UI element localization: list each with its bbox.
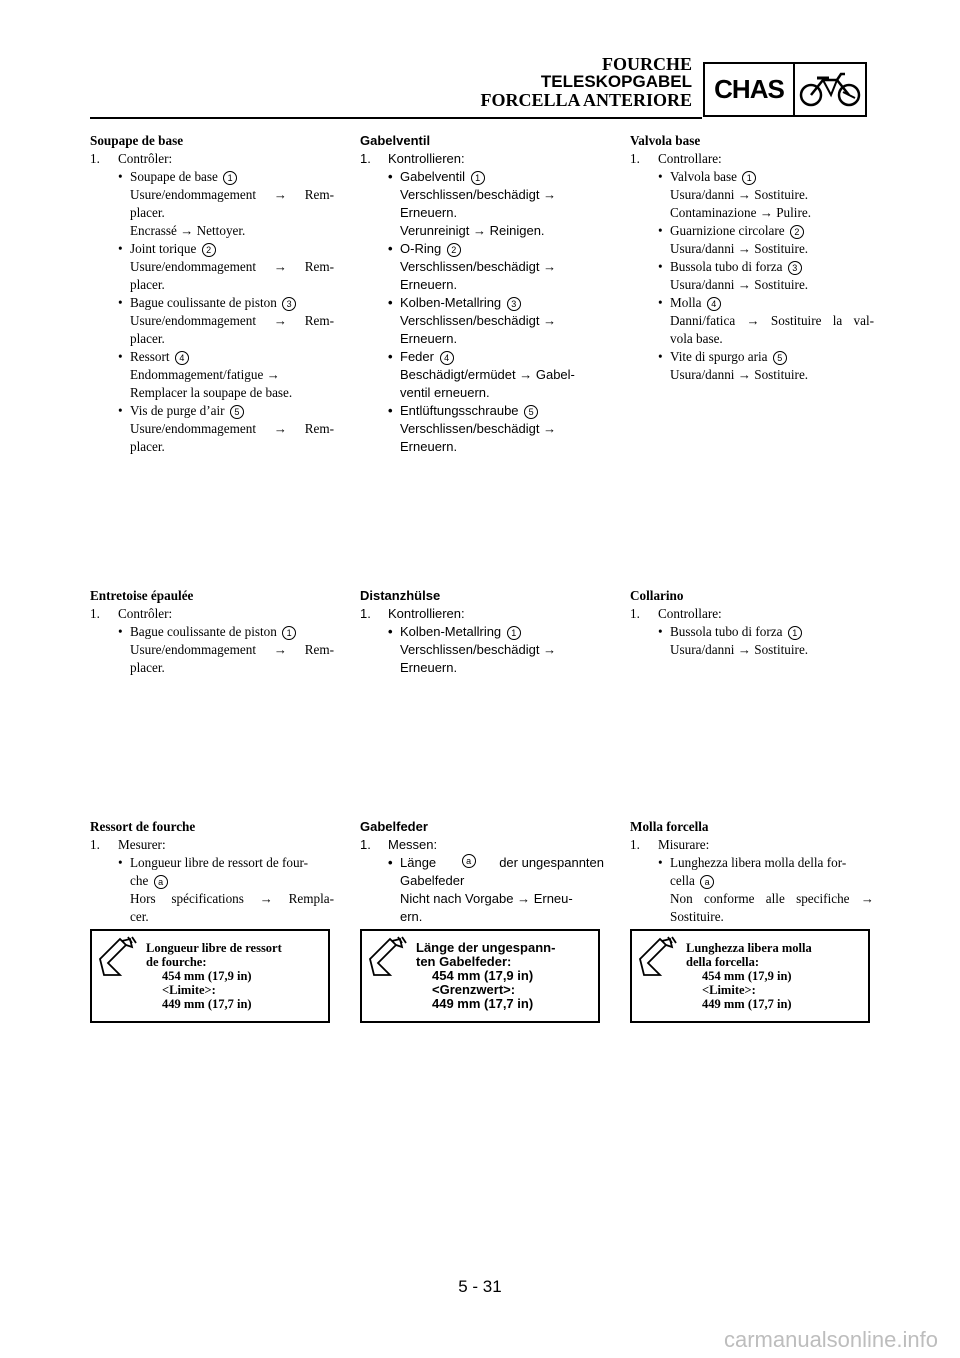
section-fork-spring-fr: Ressort de fourche 1. Mesurer: • Longueur libre de ressort de four- che a Hors spécifications → Rempla- cer. (90, 819, 334, 924)
bullet-item: • Vis de purge d’air 5 (90, 402, 334, 420)
bullet-item: • Feder 4 (360, 348, 604, 366)
callout-number: 4 (175, 351, 189, 365)
step-item: 1. Messen: (360, 837, 438, 852)
step-item: 1. Misurare: (630, 837, 710, 852)
callout-letter: a (154, 875, 168, 889)
bullet-item: • Joint torique 2 (90, 240, 334, 258)
callout-number: 3 (282, 297, 296, 311)
callout-number: 4 (707, 297, 721, 311)
callout-number: 3 (507, 297, 521, 311)
callout-letter: a (700, 875, 714, 889)
step-item: 1. Controllare: (630, 606, 722, 621)
page-header-titles (480, 55, 692, 109)
callout-number: 1 (507, 626, 521, 640)
watermark: carmanualsonline.info (723, 1327, 938, 1352)
wrench-spec-icon (96, 935, 142, 981)
section-base-valve-it: Valvola base 1. Controllare: • Valvola base 1 Usura/danni → Sostituire. Contaminazione → Pulire. • Guarnizione circolare 2 Usura/danni → Sostituire. • Bussola tubo di forza 3 Usura/danni → Sostituire. • Molla 4 Danni/fatica → Sostituire la val- vola base. • Vite di spurgo aria 5 Usura/danni → Sostituire. (630, 133, 874, 382)
bullet-item: • Molla 4 (630, 294, 874, 312)
section-title: Distanzhülse (360, 588, 441, 603)
callout-number: 5 (524, 405, 538, 419)
bullet-item: • Soupape de base 1 (90, 168, 334, 186)
bullet-item: • Vite di spurgo aria 5 (630, 348, 874, 366)
callout-letter: a (462, 854, 476, 868)
bullet-item: • Bague coulissante de piston 1 (90, 623, 334, 641)
section-title: Valvola base (630, 133, 701, 148)
step-item: 1. Contrôler: (90, 151, 173, 166)
step-item: 1. Kontrollieren: (360, 151, 465, 166)
bullet-item: • Bague coulissante de piston 3 (90, 294, 334, 312)
bullet-item: • Bussola tubo di forza 1 (630, 623, 874, 641)
bullet-item: • Kolben-Metallring 3 (360, 294, 604, 312)
bullet-item: • Guarnizione circolare 2 (630, 222, 874, 240)
bullet-item: • Länge a der ungespannten (388, 855, 604, 870)
callout-number: 2 (447, 243, 461, 257)
callout-number: 3 (788, 261, 802, 275)
section-spacer-de: Distanzhülse 1. Kontrollieren: • Kolben-Metallring 1 Verschlissen/beschädigt → Erneuern. (360, 587, 604, 677)
bullet-item: • Bussola tubo di forza 3 (630, 258, 874, 276)
bullet-item: • Lunghezza libera molla della for- (658, 855, 847, 870)
callout-number: 1 (471, 171, 485, 185)
callout-number: 1 (788, 626, 802, 640)
step-item: 1. Mesurer: (90, 837, 166, 852)
callout-number: 1 (223, 171, 237, 185)
spec-box-it (630, 929, 870, 1023)
page-number: 5 - 31 (458, 1277, 502, 1296)
bullet-item: • Gabelventil 1 (360, 168, 604, 186)
callout-number: 5 (773, 351, 787, 365)
header-rule (90, 117, 702, 119)
section-title: Soupape de base (90, 133, 184, 148)
section-fork-spring-it: Molla forcella 1. Misurare: • Lunghezza libera molla della for- cella a Non conforme alle specifiche → Sostituire. (630, 819, 874, 924)
callout-number: 4 (440, 351, 454, 365)
step-item: 1. Controllare: (630, 151, 722, 166)
bullet-item: • Ressort 4 (90, 348, 334, 366)
section-title: Collarino (630, 588, 684, 603)
callout-number: 2 (202, 243, 216, 257)
wrench-spec-icon (636, 935, 682, 981)
spec-box-de (360, 929, 600, 1023)
callout-number: 1 (742, 171, 756, 185)
section-code: CHAS (705, 64, 795, 115)
section-collar-it: Collarino 1. Controllare: • Bussola tubo di forza 1 Usura/danni → Sostituire. (630, 587, 874, 659)
callout-number: 2 (790, 225, 804, 239)
header-title-fr: FOURCHE (602, 54, 692, 74)
section-badge (703, 62, 867, 117)
section-base-valve-de: Gabelventil 1. Kontrollieren: • Gabelventil 1 Verschlissen/beschädigt → Erneuern. Verunreinigt → Reinigen. • O-Ring 2 Verschlissen/beschädigt → Erneuern. • Kolben-Metallring 3 Verschlissen/beschädigt → Erneuern. • Feder 4 Beschädigt/ermüdet → Gabel- ventil erneuern. • Entlüftungsschraube 5 Verschlissen/beschädigt → Erneuern. (360, 132, 604, 456)
spec-text: Länge der ungespann- ten Gabelfeder: 454 mm (17,9 in) <Grenzwert>: 449 mm (17,7 in) (416, 940, 556, 1011)
header-title-de: TELESKOPGABEL (540, 72, 692, 91)
section-base-valve-fr: Soupape de base 1. Contrôler: • Soupape de base 1 Usure/endommagement → Rem- placer. Encrassé → Nettoyer. • Joint torique 2 Usure/endommagement → Rem- placer. • Bague coulissante de piston 3 Usure/endommagement → Rem- placer. • Ressort 4 Endommagement/fatigue → Remplacer la soupape de base. • Vis de purge d’air 5 Usure/endommagement → Rem- placer. (90, 133, 334, 454)
bullet-item: • Kolben-Metallring 1 (360, 623, 604, 641)
section-fork-spring-de: Gabelfeder 1. Messen: • Länge a der ungespannten Gabelfeder Nicht nach Vorgabe → Erneu- ern. (360, 819, 604, 924)
bullet-item: • Entlüftungsschraube 5 (360, 402, 604, 420)
bullet-item: • Valvola base 1 (630, 168, 874, 186)
header-title-it: FORCELLA ANTERIORE (480, 90, 692, 110)
section-spacer-fr: Entretoise épaulée 1. Contrôler: • Bague coulissante de piston 1 Usure/endommagement → Rem- placer. (90, 588, 334, 675)
spec-text: Longueur libre de ressort de fourche: 454 mm (17,9 in) <Limite>: 449 mm (17,7 in) (146, 941, 282, 1011)
wrench-spec-icon (366, 935, 412, 981)
motorcycle-icon (795, 64, 865, 115)
bullet-item: • O-Ring 2 (360, 240, 604, 258)
step-item: 1. Contrôler: (90, 606, 173, 621)
section-title: Gabelfeder (360, 819, 428, 834)
step-item: 1. Kontrollieren: (360, 606, 465, 621)
spec-box-fr (90, 929, 330, 1023)
callout-number: 1 (282, 626, 296, 640)
bullet-item: • Longueur libre de ressort de four- (118, 855, 309, 870)
callout-number: 5 (230, 405, 244, 419)
section-title: Molla forcella (630, 819, 709, 834)
section-title: Entretoise épaulée (90, 588, 194, 603)
section-title: Ressort de fourche (90, 819, 196, 834)
spec-text: Lunghezza libera molla della forcella: 454 mm (17,9 in) <Limite>: 449 mm (17,7 in) (686, 941, 812, 1011)
section-title: Gabelventil (360, 133, 431, 148)
